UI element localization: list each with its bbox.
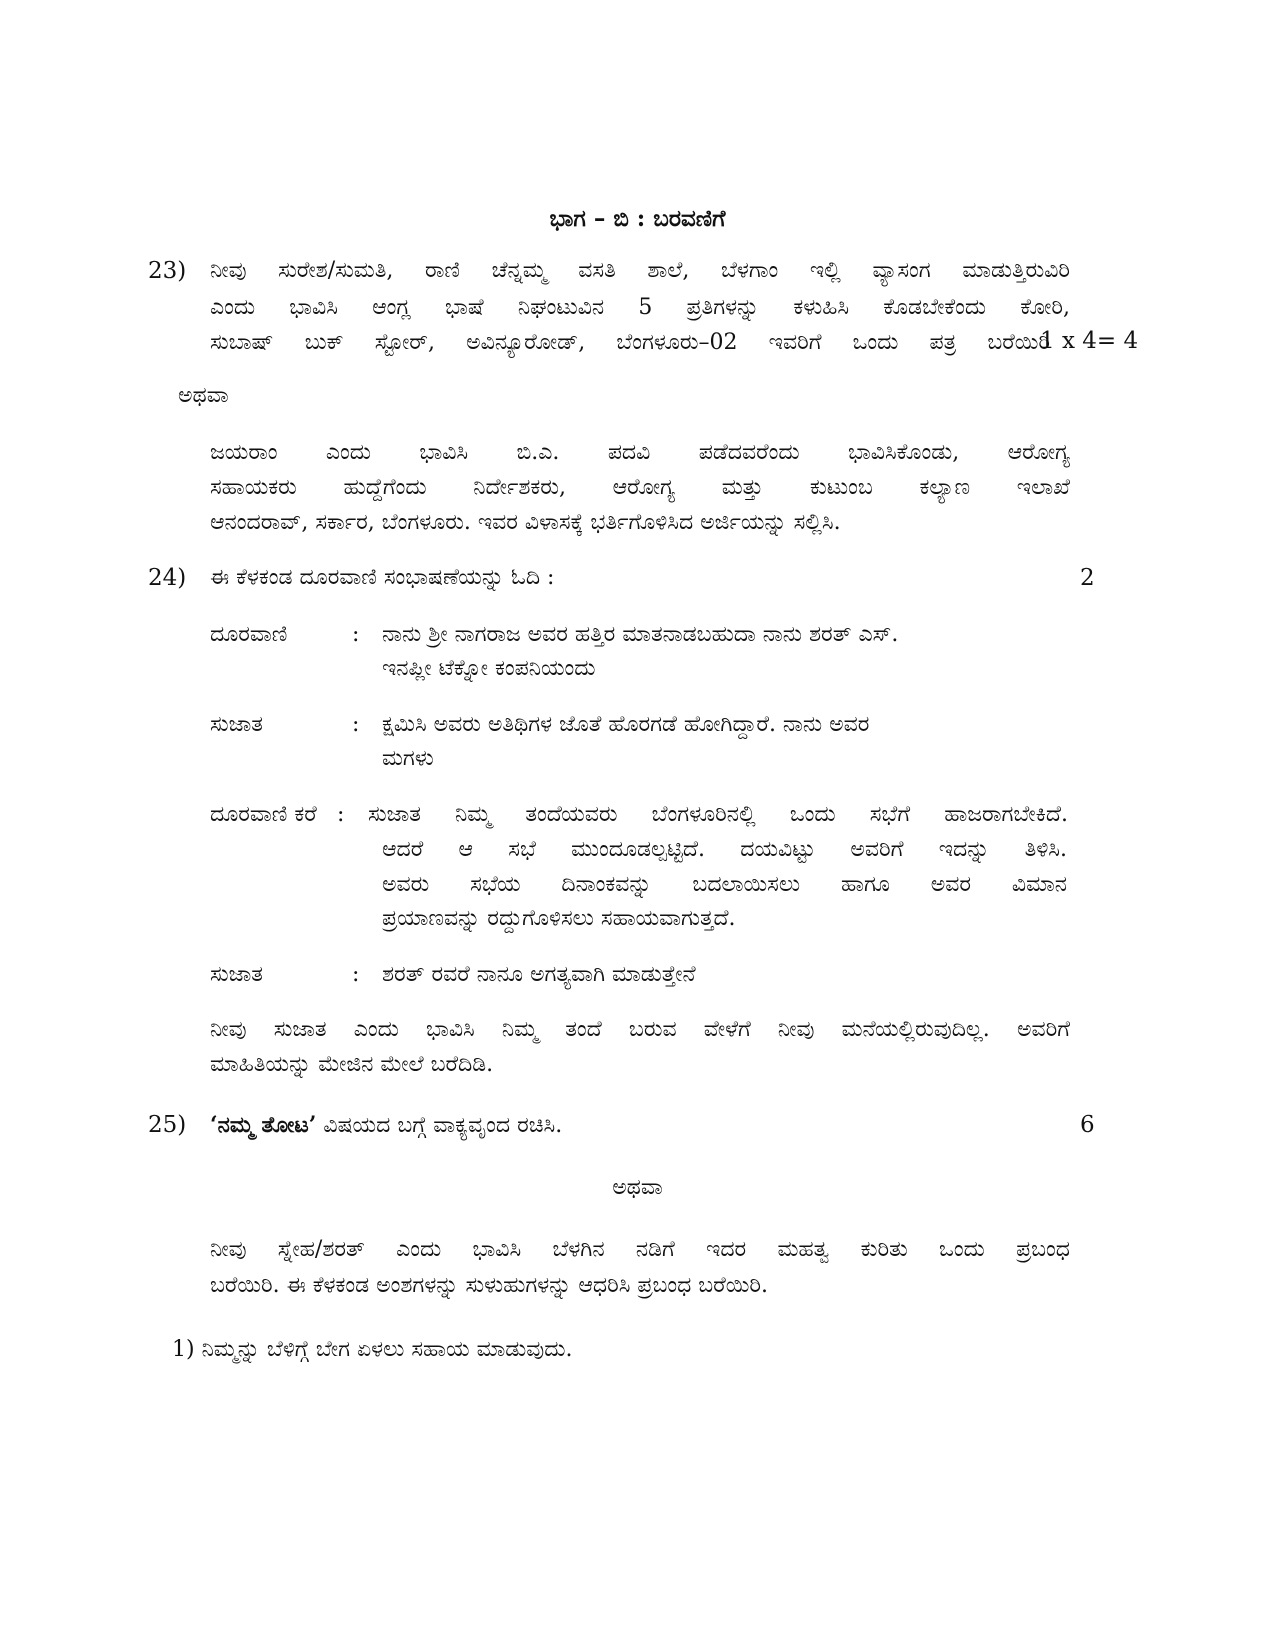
- dialogue-line: ಶರತ್ ರವರೆ ನಾನೂ ಅಗತ್ಯವಾಗಿ ಮಾಡುತ್ತೇನೆ: [382, 962, 696, 987]
- q24-number: 24): [148, 565, 187, 591]
- dialogue-line: ಪ್ರಯಾಣವನ್ನು ರದ್ದುಗೊಳಿಸಲು ಸಹಾಯವಾಗುತ್ತದೆ.: [382, 906, 736, 931]
- dialogue-line: ಮಗಳು: [382, 746, 434, 771]
- dialogue-line: ಕ್ಷಮಿಸಿ ಅವರು ಅತಿಥಿಗಳ ಜೊತೆ ಹೊರಗಡೆ ಹೋಗಿದ್ದಾರೆ. ನಾನು ಅವರ: [382, 712, 870, 737]
- q25-number: 25): [148, 1112, 187, 1138]
- dialogue-speaker: ದೂರವಾಣಿ: [210, 622, 288, 647]
- section-title: ಭಾಗ – ಬಿ : ಬರವಣಿಗೆ: [549, 205, 726, 232]
- dialogue-line: ಇನಪ್ಲೀ ಟೆಕ್ನೋ ಕಂಪನಿಯಂದು: [382, 656, 596, 681]
- q23-line-1: ನೀವು ಸುರೇಶ/ಸುಮತಿ, ರಾಣಿ ಚೆನ್ನಮ್ಮ ವಸತಿ ಶಾಲೆ, ಬೆಳಗಾಂ ಇಲ್ಲಿ ವ್ಯಾಸಂಗ ಮಾಡುತ್ತಿರುವಿರಿ: [210, 258, 1070, 283]
- dialogue-speaker: ಸುಜಾತ: [210, 962, 263, 987]
- q23-alt-line-3: ಆನಂದರಾವ್, ಸರ್ಕಾರ, ಬೆಂಗಳೂರು. ಇವರ ವಿಳಾಸಕ್ಕೆ ಭರ್ತಿಗೊಳಿಸಿದ ಅರ್ಜಿಯನ್ನು ಸಲ್ಲಿಸಿ.: [210, 510, 841, 535]
- q24-task-line-2: ಮಾಹಿತಿಯನ್ನು ಮೇಜಿನ ಮೇಲೆ ಬರೆದಿಡಿ.: [210, 1052, 494, 1077]
- dialogue-line: ಆದರೆ ಆ ಸಭೆ ಮುಂದೂಡಲ್ಪಟ್ಟಿದೆ. ದಯವಿಟ್ಟು ಅವರಿಗೆ ಇದನ್ನು ತಿಳಿಸಿ.: [382, 837, 1067, 862]
- q25-alt-line-2: ಬರೆಯಿರಿ. ಈ ಕೆಳಕಂಡ ಅಂಶಗಳನ್ನು ಸುಳುಹುಗಳನ್ನು ಆಧರಿಸಿ ಪ್ರಬಂಧ ಬರೆಯಿರಿ.: [210, 1273, 768, 1298]
- dialogue-colon: :: [337, 802, 345, 827]
- dialogue-colon: :: [352, 622, 360, 647]
- q25-topic: ‘ನಮ್ಮ ತೋಟ’: [210, 1112, 317, 1138]
- dialogue-line: ನಾನು ಶ್ರೀ ನಾಗರಾಜ ಅವರ ಹತ್ತಿರ ಮಾತನಾಡಬಹುದಾ ನಾನು ಶರತ್ ಎಸ್.: [382, 622, 899, 647]
- q24-marks: 2: [1080, 565, 1095, 591]
- q25-prompt: [210, 1112, 562, 1138]
- dialogue-speaker: ಸುಜಾತ: [210, 712, 263, 737]
- q24-task-line-1: ನೀವು ಸುಜಾತ ಎಂದು ಭಾವಿಸಿ ನಿಮ್ಮ ತಂದೆ ಬರುವ ವೇಳೆಗೆ ನೀವು ಮನೆಯಲ್ಲಿರುವುದಿಲ್ಲ. ಅವರಿಗೆ: [210, 1017, 1070, 1042]
- q25-point-1: 1) ನಿಮ್ಮನ್ನು ಬೆಳಿಗ್ಗೆ ಬೇಗ ಏಳಲು ಸಹಾಯ ಮಾಡುವುದು.: [172, 1337, 573, 1362]
- q25-prompt-rest: ವಿಷಯದ ಬಗ್ಗೆ ವಾಕ್ಯವೃಂದ ರಚಿಸಿ.: [316, 1113, 563, 1138]
- dialogue-line: ಸುಜಾತ ನಿಮ್ಮ ತಂದೆಯವರು ಬೆಂಗಳೂರಿನಲ್ಲಿ ಒಂದು ಸಭೆಗೆ ಹಾಜರಾಗಬೇಕಿದೆ.: [368, 802, 1068, 827]
- q25-marks: 6: [1080, 1112, 1095, 1138]
- q23-line-3: ಸುಬಾಷ್ ಬುಕ್ ಸ್ಟೋರ್, ಅವಿನ್ಯೂರೋಡ್, ಬೆಂಗಳೂರು–02 ಇವರಿಗೆ ಒಂದು ಪತ್ರ ಬರೆಯಿರಿ: [210, 330, 1050, 355]
- q23-line-2: ಎಂದು ಭಾವಿಸಿ ಆಂಗ್ಲ ಭಾಷೆ ನಿಘಂಟುವಿನ 5 ಪ್ರತಿಗಳನ್ನು ಕಳುಹಿಸಿ ಕೊಡಬೇಕೆಂದು ಕೋರಿ,: [210, 295, 1070, 320]
- q23-alt-line-2: ಸಹಾಯಕರು ಹುದ್ದೆಗೆಂದು ನಿರ್ದೇಶಕರು, ಆರೋಗ್ಯ ಮತ್ತು ಕುಟುಂಬ ಕಲ್ಯಾಣ ಇಲಾಖೆ: [210, 475, 1070, 500]
- dialogue-line: ಅವರು ಸಭೆಯ ದಿನಾಂಕವನ್ನು ಬದಲಾಯಿಸಲು ಹಾಗೂ ಅವರ ವಿಮಾನ: [382, 872, 1067, 897]
- q25-or-label: ಅಥವಾ: [612, 1175, 663, 1200]
- q24-prompt: ಈ ಕೆಳಕಂಡ ದೂರವಾಣಿ ಸಂಭಾಷಣೆಯನ್ನು ಓದಿ :: [210, 565, 555, 590]
- dialogue-colon: :: [352, 712, 360, 737]
- q23-number: 23): [148, 258, 187, 284]
- q25-alt-line-1: ನೀವು ಸ್ನೇಹ/ಶರತ್ ಎಂದು ಭಾವಿಸಿ ಬೆಳಗಿನ ನಡಿಗೆ ಇದರ ಮಹತ್ವ ಕುರಿತು ಒಂದು ಪ್ರಬಂಧ: [210, 1237, 1070, 1262]
- q23-or-label: ಅಥವಾ: [178, 383, 229, 408]
- q23-alt-line-1: ಜಯರಾಂ ಎಂದು ಭಾವಿಸಿ ಬಿ.ಎ. ಪದವಿ ಪಡೆದವರೆಂದು ಭಾವಿಸಿಕೊಂಡು, ಆರೋಗ್ಯ: [210, 440, 1070, 465]
- q23-marks: 1 x 4= 4: [1040, 328, 1139, 354]
- dialogue-speaker: ದೂರವಾಣಿ ಕರೆ: [210, 802, 317, 827]
- dialogue-colon: :: [352, 962, 360, 987]
